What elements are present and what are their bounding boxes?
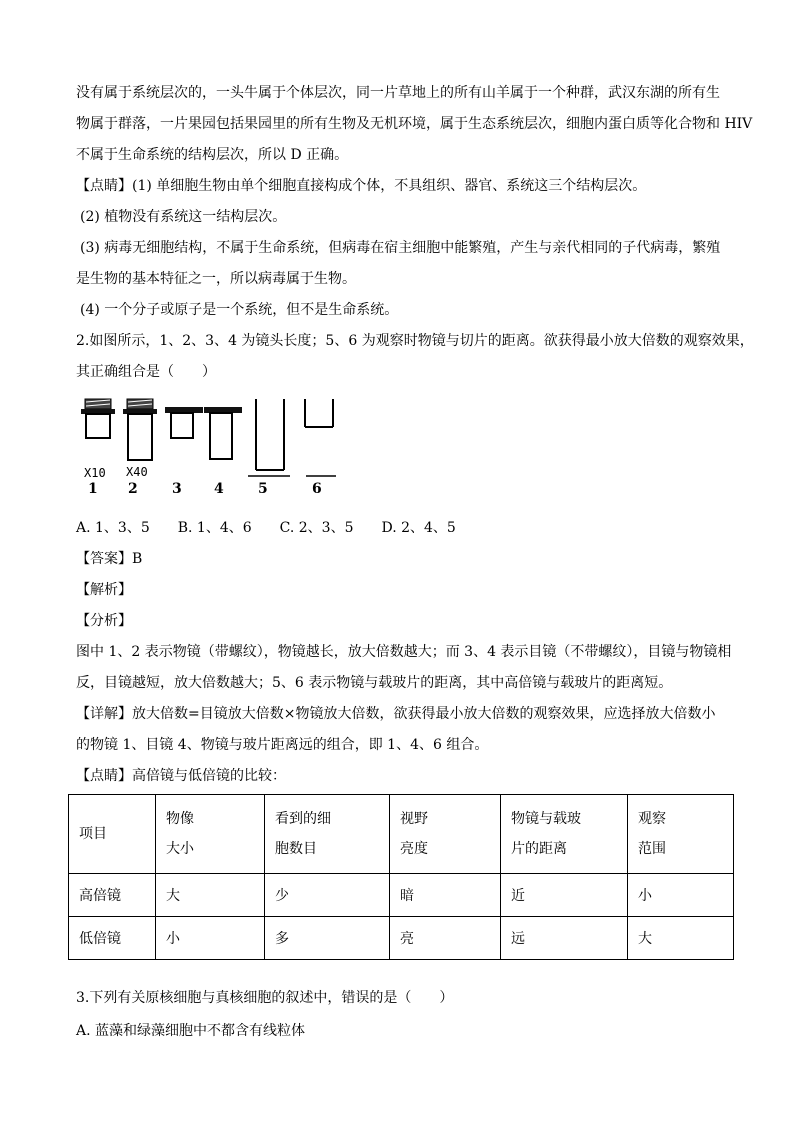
comparison-table xyxy=(68,794,734,960)
table-header-cell: 项目 xyxy=(69,795,156,874)
distance-5 xyxy=(248,399,290,476)
table-cell: 多 xyxy=(265,917,390,960)
table-cell: 近 xyxy=(501,874,628,917)
text-line: 的物镜 1、目镜 4、物镜与玻片距离远的组合，即 1、4、6 组合。 xyxy=(76,737,489,753)
text-line: (3) 病毒无细胞结构，不属于生命系统，但病毒在宿主细胞中能繁殖，产生与亲代相同的子代病毒，繁殖 xyxy=(80,240,721,256)
lens-figure xyxy=(76,397,346,501)
note-heading-line: 【点睛】高倍镜与低倍镜的比较： xyxy=(76,768,286,784)
figure-number-5: 5 xyxy=(258,481,268,497)
eyepiece-lens-4 xyxy=(204,407,242,459)
objective-lens-2 xyxy=(123,399,157,460)
table-cell: 小 xyxy=(156,917,265,960)
table-cell: 高倍镜 xyxy=(69,874,156,917)
table-header-cell: 物镜与载玻 片的距离 xyxy=(501,795,628,874)
table-row xyxy=(69,874,734,917)
table-header-cell: 物像 大小 xyxy=(156,795,265,874)
table-header-cell: 视野 亮度 xyxy=(390,795,501,874)
figure-number-2: 2 xyxy=(128,481,138,497)
eyepiece-lens-3 xyxy=(165,407,203,438)
table-row xyxy=(69,917,734,960)
figure-number-3: 3 xyxy=(172,481,182,497)
objective-lens-1 xyxy=(81,399,115,438)
table-cell: 小 xyxy=(628,874,734,917)
text-line: 没有属于系统层次的，一头牛属于个体层次，同一片草地上的所有山羊属于一个种群，武汉东湖的所有生 xyxy=(76,85,720,101)
text-line: 【详解】放大倍数=目镜放大倍数×物镜放大倍数，欲获得最小放大倍数的观察效果，应选择放大倍数小 xyxy=(76,706,716,722)
text-line: 图中 1、2 表示物镜（带螺纹），物镜越长，放大倍数越大；而 3、4 表示目镜（不带螺纹），目镜与物镜相 xyxy=(76,644,732,660)
question-2-stem: 2.如图所示，1、2、3、4 为镜头长度；5、6 为观察时物镜与切片的距离。欲获得最小放大倍数的观察效果， xyxy=(76,333,754,349)
text-line: (4) 一个分子或原子是一个系统，但不是生命系统。 xyxy=(80,302,399,318)
text-line: 物属于群落，一片果园包括果园里的所有生物及无机环境，属于生态系统层次，细胞内蛋白质等化合物和 HIV xyxy=(76,116,753,132)
text-line: 反，目镜越短，放大倍数越大；5、6 表示物镜与载玻片的距离，其中高倍镜与载玻片的距离短。 xyxy=(76,675,673,691)
text-line: 不属于生命系统的结构层次，所以 D 正确。 xyxy=(76,147,349,163)
table-cell: 暗 xyxy=(390,874,501,917)
table-cell: 大 xyxy=(156,874,265,917)
lens-1-magnification: X10 xyxy=(84,466,106,480)
text-line: (2) 植物没有系统这一结构层次。 xyxy=(80,209,287,225)
question-3-option-a: A. 蓝藻和绿藻细胞中不都含有线粒体 xyxy=(76,1023,306,1039)
distance-6 xyxy=(305,399,336,476)
table-header-row xyxy=(69,795,734,874)
lens-2-magnification: X40 xyxy=(126,465,148,479)
figure-number-6: 6 xyxy=(312,481,322,497)
figure-number-1: 1 xyxy=(88,481,98,497)
table-header-cell: 看到的细 胞数目 xyxy=(265,795,390,874)
lens-diagram xyxy=(76,397,346,501)
table-cell: 远 xyxy=(501,917,628,960)
note-heading-line: 【点睛】(1) 单细胞生物由单个细胞直接构成个体，不具组织、器官、系统这三个结构层次。 xyxy=(76,178,647,194)
table-cell: 大 xyxy=(628,917,734,960)
table-cell: 少 xyxy=(265,874,390,917)
section-heading: 【分析】 xyxy=(76,613,132,629)
table-cell: 亮 xyxy=(390,917,501,960)
question-3-stem: 3.下列有关原核细胞与真核细胞的叙述中，错误的是（ ） xyxy=(76,990,454,1006)
table-cell: 低倍镜 xyxy=(69,917,156,960)
question-2-stem: 其正确组合是（ ） xyxy=(76,364,216,380)
section-heading: 【解析】 xyxy=(76,582,132,598)
table-header-cell: 观察 范围 xyxy=(628,795,734,874)
figure-number-4: 4 xyxy=(214,481,224,497)
answer-options: A. 1、3、5 B. 1、4、6 C. 2、3、5 D. 2、4、5 xyxy=(76,520,456,536)
answer-line: 【答案】B xyxy=(76,551,143,567)
text-line: 是生物的基本特征之一，所以病毒属于生物。 xyxy=(76,271,356,287)
